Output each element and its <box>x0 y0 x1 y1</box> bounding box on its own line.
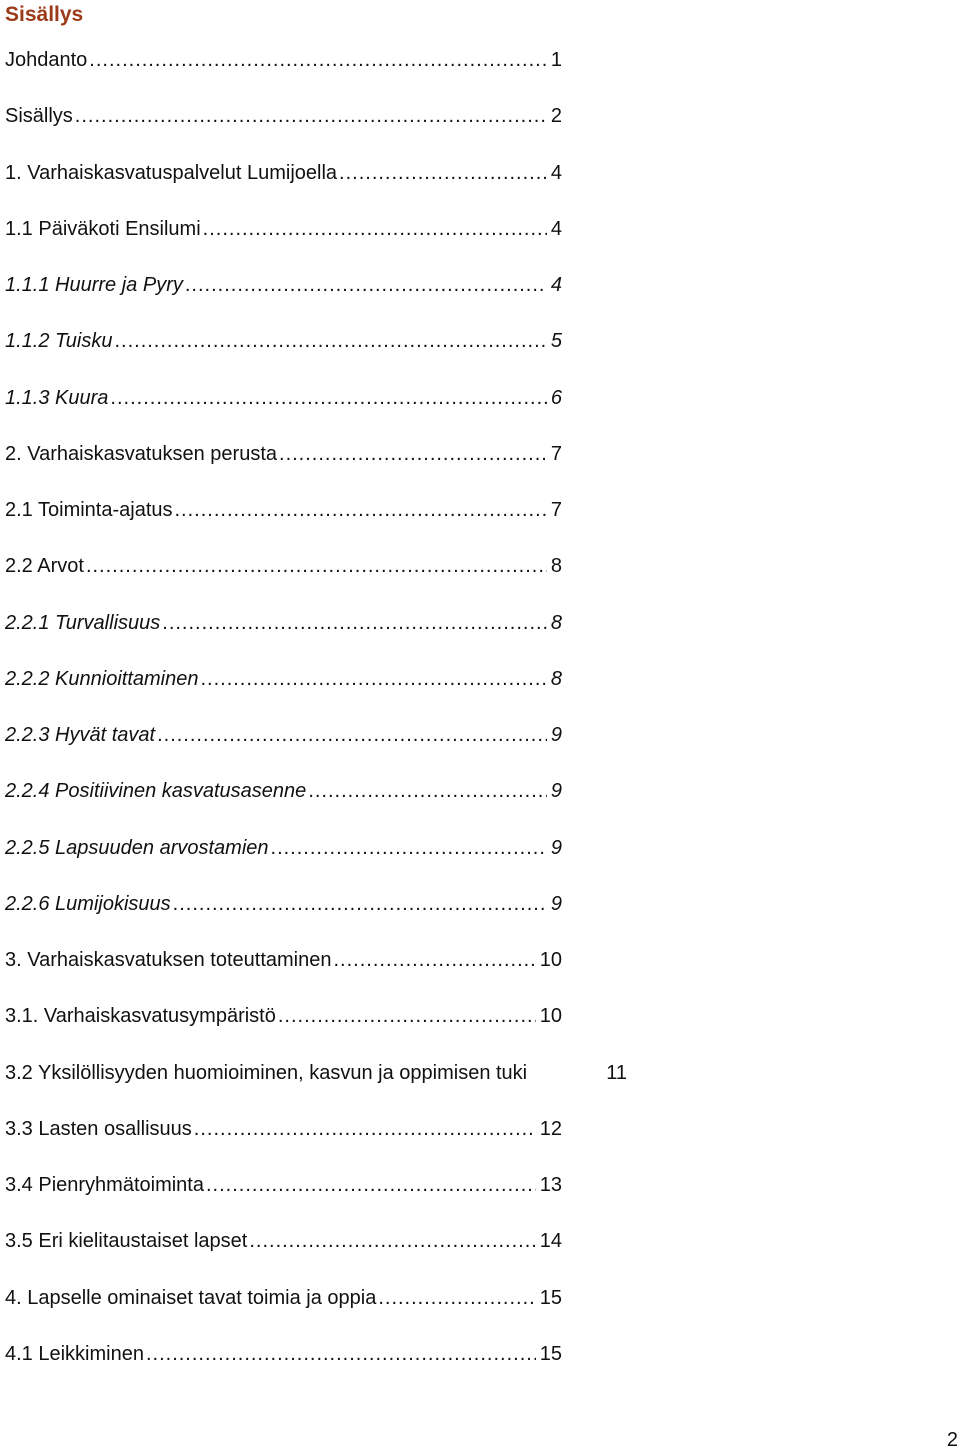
toc-entry[interactable] <box>5 213 562 269</box>
toc-entry-page: 9 <box>550 836 562 859</box>
toc-entry-label: 2.2.3 Hyvät tavat <box>5 724 156 746</box>
toc-entry[interactable] <box>5 1282 562 1338</box>
toc-entry[interactable] <box>5 269 562 325</box>
toc-dot-leader <box>75 100 547 132</box>
toc-entry-label: 3.4 Pienryhmätoiminta <box>5 1174 204 1196</box>
toc-dot-leader <box>278 1000 536 1032</box>
toc-entry-page: 2 <box>550 105 562 128</box>
toc-entry-label: 3.2 Yksilöllisyyden huomioiminen, kasvun ja oppimisen tuki <box>5 1061 528 1084</box>
toc-dot-leader <box>203 213 547 245</box>
toc-entry[interactable] <box>5 438 562 494</box>
toc-dot-leader <box>378 1282 535 1314</box>
toc-entry-label: Sisällys <box>5 105 73 128</box>
toc-dot-leader <box>114 325 546 357</box>
toc-dot-leader <box>200 663 546 695</box>
toc-entry-page: 6 <box>550 386 562 409</box>
toc-entry[interactable] <box>5 382 562 438</box>
toc-entry[interactable] <box>5 1225 562 1281</box>
toc-dot-leader <box>206 1169 536 1201</box>
toc-dot-leader <box>157 719 547 751</box>
toc-entry-page: 7 <box>550 499 562 521</box>
toc-entry[interactable] <box>5 775 562 831</box>
toc-entry-label: 3.5 Eri kielitaustaiset lapset <box>5 1230 248 1253</box>
toc-dot-leader <box>89 44 547 76</box>
toc-entry-label: 2.2.5 Lapsuuden arvostamien <box>5 836 269 859</box>
toc-entry[interactable] <box>5 325 562 381</box>
toc-entry-page: 8 <box>550 667 562 690</box>
toc-entry-page: 14 <box>539 1230 562 1253</box>
toc-entry-label: 2.2.1 Turvallisuus <box>5 611 161 634</box>
toc-entry-page: 15 <box>539 1286 562 1309</box>
toc-entry-page: 7 <box>550 442 562 465</box>
toc-list <box>5 44 627 1394</box>
toc-dot-leader <box>339 157 547 189</box>
toc-entry[interactable] <box>5 663 562 719</box>
toc-entry-label: 1.1 Päiväkoti Ensilumi <box>5 217 201 240</box>
toc-entry-label: 2.1 Toiminta-ajatus <box>5 499 173 521</box>
toc-dot-leader <box>185 269 547 301</box>
toc-entry[interactable] <box>5 719 562 775</box>
toc-dot-leader <box>175 494 547 526</box>
toc-entry-page: 9 <box>550 892 562 915</box>
toc-entry[interactable] <box>5 550 562 606</box>
toc-heading: Sisällys <box>5 3 84 26</box>
toc-dot-leader <box>271 832 547 864</box>
toc-entry-page: 4 <box>550 217 562 240</box>
toc-dot-leader <box>162 607 547 639</box>
toc-entry-page: 9 <box>550 724 562 746</box>
toc-dot-leader <box>308 775 547 807</box>
toc-entry[interactable] <box>5 494 562 550</box>
toc-entry-page: 1 <box>550 49 562 71</box>
toc-entry-label: 3.1. Varhaiskasvatusympäristö <box>5 1005 276 1028</box>
toc-entry-label: 3.3 Lasten osallisuus <box>5 1117 192 1140</box>
toc-entry-label: Johdanto <box>5 49 88 71</box>
toc-entry-page: 4 <box>550 161 562 184</box>
toc-entry-label: 3. Varhaiskasvatuksen toteuttaminen <box>5 949 332 971</box>
toc-entry-page: 10 <box>539 1005 562 1028</box>
toc-entry-label: 1.1.2 Tuisku <box>5 330 113 353</box>
toc-entry[interactable] <box>5 607 562 663</box>
toc-entry[interactable] <box>5 44 562 100</box>
toc-entry-label: 4.1 Leikkiminen <box>5 1342 144 1365</box>
toc-dot-leader <box>173 888 547 920</box>
toc-entry-page: 13 <box>539 1174 562 1196</box>
toc-entry-page: 8 <box>550 555 562 578</box>
toc-entry-label: 2.2.2 Kunnioittaminen <box>5 667 199 690</box>
toc-entry-page: 4 <box>550 274 562 296</box>
toc-entry-page: 11 <box>606 1061 627 1084</box>
toc-entry-label: 2.2.4 Positiivinen kasvatusasenne <box>5 780 307 803</box>
toc-dot-leader <box>194 1113 536 1145</box>
toc-entry-label: 4. Lapselle ominaiset tavat toimia ja oppia <box>5 1286 377 1309</box>
toc-entry[interactable] <box>5 832 562 888</box>
toc-dot-leader <box>146 1338 536 1370</box>
page-number: 2 <box>946 1429 958 1451</box>
toc-entry-label: 1. Varhaiskasvatuspalvelut Lumijoella <box>5 161 338 184</box>
toc-entry[interactable] <box>5 1338 562 1394</box>
toc-dot-leader <box>86 550 547 582</box>
toc-entry[interactable] <box>5 1169 562 1225</box>
toc-entry[interactable] <box>5 944 562 1000</box>
toc-dot-leader <box>249 1225 535 1257</box>
toc-entry[interactable] <box>5 157 562 213</box>
toc-entry-page: 15 <box>539 1342 562 1365</box>
toc-entry-label: 1.1.3 Kuura <box>5 386 109 409</box>
toc-entry-page: 8 <box>550 611 562 634</box>
toc-entry[interactable] <box>5 1000 562 1056</box>
toc-entry-page: 12 <box>539 1117 562 1140</box>
toc-dot-leader <box>110 382 546 414</box>
toc-entry-page: 10 <box>539 949 562 971</box>
toc-entry-page: 5 <box>550 330 562 353</box>
toc-entry-label: 1.1.1 Huurre ja Pyry <box>5 274 183 296</box>
toc-dot-leader <box>333 944 535 976</box>
toc-entry-page: 9 <box>550 780 562 803</box>
toc-entry-label: 2. Varhaiskasvatuksen perusta <box>5 442 278 465</box>
toc-entry-label: 2.2 Arvot <box>5 555 84 578</box>
toc-entry[interactable] <box>5 1057 627 1113</box>
toc-entry[interactable] <box>5 100 562 156</box>
toc-entry-label: 2.2.6 Lumijokisuus <box>5 892 171 915</box>
toc-entry[interactable] <box>5 888 562 944</box>
toc-entry[interactable] <box>5 1113 562 1169</box>
toc-dot-leader <box>279 438 547 470</box>
